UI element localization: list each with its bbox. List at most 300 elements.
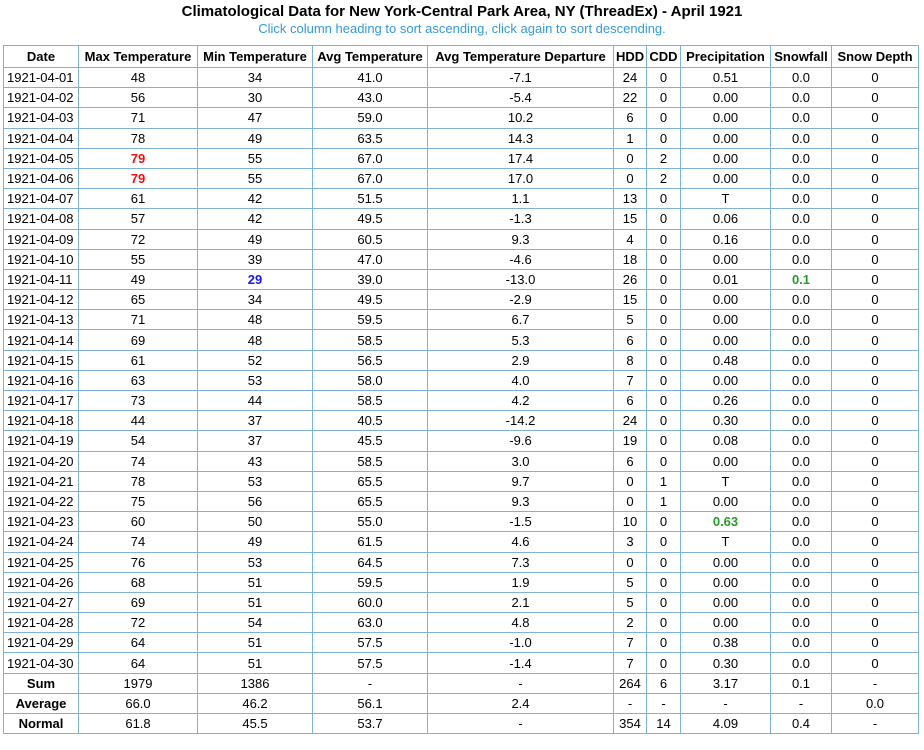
cell-hdd: 0 bbox=[614, 552, 647, 572]
table-row bbox=[4, 613, 919, 633]
cell-snowfall: 0.0 bbox=[771, 249, 832, 269]
cell-avg-temperature: 58.0 bbox=[313, 370, 428, 390]
cell-date: 1921-04-02 bbox=[4, 88, 79, 108]
cell-date: 1921-04-11 bbox=[4, 269, 79, 289]
cell-avg-temperature: 47.0 bbox=[313, 249, 428, 269]
column-header-snowfall[interactable]: Snowfall bbox=[771, 46, 832, 68]
cell-date: 1921-04-20 bbox=[4, 451, 79, 471]
cell-snow-depth: 0 bbox=[832, 592, 919, 612]
cell-min-temperature: 52 bbox=[198, 350, 313, 370]
table-row bbox=[4, 310, 919, 330]
cell-snowfall: 0.0 bbox=[771, 189, 832, 209]
cell-date: 1921-04-04 bbox=[4, 128, 79, 148]
cell-avg-temperature-departure: 14.3 bbox=[428, 128, 614, 148]
summary-cell-avg-temperature: 53.7 bbox=[313, 714, 428, 734]
cell-snowfall: 0.0 bbox=[771, 552, 832, 572]
cell-min-temperature: 55 bbox=[198, 168, 313, 188]
cell-date: 1921-04-23 bbox=[4, 512, 79, 532]
cell-cdd: 0 bbox=[647, 229, 681, 249]
cell-max-temperature: 71 bbox=[79, 310, 198, 330]
cell-date: 1921-04-06 bbox=[4, 168, 79, 188]
cell-hdd: 6 bbox=[614, 330, 647, 350]
cell-snow-depth: 0 bbox=[832, 189, 919, 209]
summary-cell-avg-temperature-departure: 2.4 bbox=[428, 693, 614, 713]
cell-avg-temperature: 58.5 bbox=[313, 330, 428, 350]
cell-cdd: 1 bbox=[647, 491, 681, 511]
cell-min-temperature: 51 bbox=[198, 592, 313, 612]
summary-cell-avg-temperature-departure: - bbox=[428, 714, 614, 734]
cell-avg-temperature-departure: -13.0 bbox=[428, 269, 614, 289]
cell-date: 1921-04-12 bbox=[4, 290, 79, 310]
cell-snowfall: 0.0 bbox=[771, 330, 832, 350]
cell-date: 1921-04-01 bbox=[4, 68, 79, 88]
cell-max-temperature: 74 bbox=[79, 451, 198, 471]
cell-snowfall: 0.0 bbox=[771, 411, 832, 431]
cell-avg-temperature: 49.5 bbox=[313, 209, 428, 229]
cell-cdd: 0 bbox=[647, 330, 681, 350]
cell-cdd: 0 bbox=[647, 391, 681, 411]
summary-row bbox=[4, 693, 919, 713]
cell-min-temperature: 49 bbox=[198, 229, 313, 249]
cell-avg-temperature: 58.5 bbox=[313, 391, 428, 411]
cell-avg-temperature: 60.0 bbox=[313, 592, 428, 612]
summary-cell-avg-temperature: - bbox=[313, 673, 428, 693]
cell-avg-temperature: 41.0 bbox=[313, 68, 428, 88]
cell-min-temperature: 51 bbox=[198, 572, 313, 592]
cell-hdd: 7 bbox=[614, 653, 647, 673]
cell-max-temperature: 64 bbox=[79, 633, 198, 653]
cell-snow-depth: 0 bbox=[832, 229, 919, 249]
summary-cell-hdd: - bbox=[614, 693, 647, 713]
cell-precipitation: T bbox=[681, 532, 771, 552]
cell-precipitation: 0.00 bbox=[681, 552, 771, 572]
cell-max-temperature: 73 bbox=[79, 391, 198, 411]
cell-snowfall: 0.1 bbox=[771, 269, 832, 289]
cell-precipitation: 0.00 bbox=[681, 128, 771, 148]
cell-avg-temperature: 57.5 bbox=[313, 633, 428, 653]
cell-precipitation: 0.00 bbox=[681, 249, 771, 269]
cell-cdd: 0 bbox=[647, 290, 681, 310]
table-row bbox=[4, 431, 919, 451]
cell-snowfall: 0.0 bbox=[771, 572, 832, 592]
cell-hdd: 3 bbox=[614, 532, 647, 552]
summary-cell-snowfall: 0.1 bbox=[771, 673, 832, 693]
summary-cell-hdd: 354 bbox=[614, 714, 647, 734]
cell-precipitation: 0.30 bbox=[681, 411, 771, 431]
cell-max-temperature: 79 bbox=[79, 168, 198, 188]
summary-cell-snowfall: - bbox=[771, 693, 832, 713]
column-header-hdd[interactable]: HDD bbox=[614, 46, 647, 68]
cell-snow-depth: 0 bbox=[832, 168, 919, 188]
cell-avg-temperature-departure: -1.3 bbox=[428, 209, 614, 229]
cell-precipitation: T bbox=[681, 471, 771, 491]
table-row bbox=[4, 229, 919, 249]
cell-snow-depth: 0 bbox=[832, 552, 919, 572]
summary-cell-snow-depth: - bbox=[832, 714, 919, 734]
cell-max-temperature: 56 bbox=[79, 88, 198, 108]
cell-date: 1921-04-03 bbox=[4, 108, 79, 128]
summary-cell-max-temperature: 66.0 bbox=[79, 693, 198, 713]
table-row bbox=[4, 148, 919, 168]
cell-min-temperature: 34 bbox=[198, 290, 313, 310]
cell-snow-depth: 0 bbox=[832, 512, 919, 532]
cell-precipitation: 0.00 bbox=[681, 290, 771, 310]
cell-min-temperature: 53 bbox=[198, 471, 313, 491]
cell-hdd: 15 bbox=[614, 290, 647, 310]
cell-avg-temperature-departure: 1.1 bbox=[428, 189, 614, 209]
cell-snowfall: 0.0 bbox=[771, 592, 832, 612]
cell-precipitation: 0.00 bbox=[681, 613, 771, 633]
table-row bbox=[4, 370, 919, 390]
cell-snow-depth: 0 bbox=[832, 532, 919, 552]
table-row bbox=[4, 168, 919, 188]
summary-row bbox=[4, 673, 919, 693]
cell-avg-temperature-departure: 7.3 bbox=[428, 552, 614, 572]
cell-date: 1921-04-09 bbox=[4, 229, 79, 249]
cell-avg-temperature-departure: -14.2 bbox=[428, 411, 614, 431]
cell-min-temperature: 51 bbox=[198, 633, 313, 653]
cell-min-temperature: 49 bbox=[198, 128, 313, 148]
cell-cdd: 2 bbox=[647, 148, 681, 168]
summary-cell-precipitation: 4.09 bbox=[681, 714, 771, 734]
table-row bbox=[4, 350, 919, 370]
cell-cdd: 0 bbox=[647, 269, 681, 289]
cell-max-temperature: 44 bbox=[79, 411, 198, 431]
cell-avg-temperature-departure: 3.0 bbox=[428, 451, 614, 471]
cell-avg-temperature: 65.5 bbox=[313, 491, 428, 511]
cell-avg-temperature-departure: 17.0 bbox=[428, 168, 614, 188]
cell-snowfall: 0.0 bbox=[771, 471, 832, 491]
cell-avg-temperature: 63.0 bbox=[313, 613, 428, 633]
cell-avg-temperature: 67.0 bbox=[313, 168, 428, 188]
cell-precipitation: 0.16 bbox=[681, 229, 771, 249]
cell-date: 1921-04-28 bbox=[4, 613, 79, 633]
cell-snowfall: 0.0 bbox=[771, 491, 832, 511]
cell-avg-temperature: 51.5 bbox=[313, 189, 428, 209]
cell-avg-temperature: 67.0 bbox=[313, 148, 428, 168]
cell-max-temperature: 75 bbox=[79, 491, 198, 511]
column-header-max-temperature[interactable]: Max Temperature bbox=[79, 46, 198, 68]
cell-min-temperature: 53 bbox=[198, 552, 313, 572]
cell-snow-depth: 0 bbox=[832, 269, 919, 289]
cell-snowfall: 0.0 bbox=[771, 290, 832, 310]
cell-cdd: 0 bbox=[647, 249, 681, 269]
cell-date: 1921-04-27 bbox=[4, 592, 79, 612]
cell-cdd: 0 bbox=[647, 572, 681, 592]
cell-avg-temperature-departure: -7.1 bbox=[428, 68, 614, 88]
cell-avg-temperature-departure: 10.2 bbox=[428, 108, 614, 128]
table-row bbox=[4, 88, 919, 108]
cell-avg-temperature-departure: -1.0 bbox=[428, 633, 614, 653]
table-row bbox=[4, 532, 919, 552]
cell-precipitation: 0.51 bbox=[681, 68, 771, 88]
cell-max-temperature: 49 bbox=[79, 269, 198, 289]
cell-snow-depth: 0 bbox=[832, 653, 919, 673]
cell-hdd: 5 bbox=[614, 310, 647, 330]
cell-avg-temperature: 64.5 bbox=[313, 552, 428, 572]
cell-snow-depth: 0 bbox=[832, 370, 919, 390]
cell-avg-temperature: 43.0 bbox=[313, 88, 428, 108]
cell-precipitation: 0.63 bbox=[681, 512, 771, 532]
cell-snow-depth: 0 bbox=[832, 451, 919, 471]
cell-min-temperature: 42 bbox=[198, 189, 313, 209]
cell-avg-temperature: 59.5 bbox=[313, 310, 428, 330]
summary-cell-max-temperature: 1979 bbox=[79, 673, 198, 693]
cell-precipitation: 0.01 bbox=[681, 269, 771, 289]
cell-avg-temperature-departure: 5.3 bbox=[428, 330, 614, 350]
cell-hdd: 1 bbox=[614, 128, 647, 148]
cell-precipitation: 0.08 bbox=[681, 431, 771, 451]
cell-min-temperature: 44 bbox=[198, 391, 313, 411]
cell-max-temperature: 61 bbox=[79, 189, 198, 209]
cell-avg-temperature-departure: 4.2 bbox=[428, 391, 614, 411]
cell-min-temperature: 54 bbox=[198, 613, 313, 633]
cell-snowfall: 0.0 bbox=[771, 653, 832, 673]
cell-snowfall: 0.0 bbox=[771, 512, 832, 532]
cell-precipitation: 0.00 bbox=[681, 108, 771, 128]
column-header-cdd[interactable]: CDD bbox=[647, 46, 681, 68]
cell-max-temperature: 68 bbox=[79, 572, 198, 592]
cell-avg-temperature: 45.5 bbox=[313, 431, 428, 451]
cell-max-temperature: 72 bbox=[79, 613, 198, 633]
cell-cdd: 0 bbox=[647, 592, 681, 612]
table-row bbox=[4, 633, 919, 653]
table-summary bbox=[4, 673, 919, 734]
table-row bbox=[4, 592, 919, 612]
cell-cdd: 0 bbox=[647, 370, 681, 390]
cell-hdd: 15 bbox=[614, 209, 647, 229]
cell-hdd: 6 bbox=[614, 451, 647, 471]
cell-precipitation: 0.00 bbox=[681, 491, 771, 511]
table-row bbox=[4, 512, 919, 532]
cell-avg-temperature-departure: 4.6 bbox=[428, 532, 614, 552]
cell-precipitation: 0.30 bbox=[681, 653, 771, 673]
cell-avg-temperature: 63.5 bbox=[313, 128, 428, 148]
table-row bbox=[4, 209, 919, 229]
cell-cdd: 0 bbox=[647, 350, 681, 370]
summary-cell-avg-temperature: 56.1 bbox=[313, 693, 428, 713]
cell-hdd: 24 bbox=[614, 68, 647, 88]
cell-date: 1921-04-16 bbox=[4, 370, 79, 390]
cell-avg-temperature-departure: 9.3 bbox=[428, 491, 614, 511]
summary-cell-max-temperature: 61.8 bbox=[79, 714, 198, 734]
cell-max-temperature: 78 bbox=[79, 128, 198, 148]
cell-hdd: 19 bbox=[614, 431, 647, 451]
cell-hdd: 6 bbox=[614, 108, 647, 128]
cell-hdd: 0 bbox=[614, 471, 647, 491]
cell-precipitation: 0.26 bbox=[681, 391, 771, 411]
cell-avg-temperature: 39.0 bbox=[313, 269, 428, 289]
cell-hdd: 0 bbox=[614, 148, 647, 168]
column-header-date[interactable]: Date bbox=[4, 46, 79, 68]
cell-avg-temperature: 57.5 bbox=[313, 653, 428, 673]
cell-min-temperature: 42 bbox=[198, 209, 313, 229]
cell-precipitation: T bbox=[681, 189, 771, 209]
cell-snow-depth: 0 bbox=[832, 128, 919, 148]
cell-snow-depth: 0 bbox=[832, 310, 919, 330]
cell-hdd: 7 bbox=[614, 633, 647, 653]
cell-cdd: 0 bbox=[647, 189, 681, 209]
cell-date: 1921-04-17 bbox=[4, 391, 79, 411]
summary-cell-snow-depth: - bbox=[832, 673, 919, 693]
cell-snowfall: 0.0 bbox=[771, 229, 832, 249]
table-row bbox=[4, 108, 919, 128]
table-row bbox=[4, 411, 919, 431]
cell-avg-temperature-departure: 17.4 bbox=[428, 148, 614, 168]
cell-snowfall: 0.0 bbox=[771, 391, 832, 411]
column-header-avg-temperature-departure[interactable]: Avg Temperature Departure bbox=[428, 46, 614, 68]
cell-min-temperature: 37 bbox=[198, 411, 313, 431]
summary-cell-min-temperature: 46.2 bbox=[198, 693, 313, 713]
table-row bbox=[4, 491, 919, 511]
cell-avg-temperature-departure: 9.7 bbox=[428, 471, 614, 491]
cell-snow-depth: 0 bbox=[832, 88, 919, 108]
summary-cell-min-temperature: 45.5 bbox=[198, 714, 313, 734]
cell-snowfall: 0.0 bbox=[771, 88, 832, 108]
cell-max-temperature: 71 bbox=[79, 108, 198, 128]
cell-min-temperature: 50 bbox=[198, 512, 313, 532]
cell-min-temperature: 48 bbox=[198, 310, 313, 330]
cell-snow-depth: 0 bbox=[832, 471, 919, 491]
summary-label: Sum bbox=[4, 673, 79, 693]
cell-avg-temperature-departure: -5.4 bbox=[428, 88, 614, 108]
cell-date: 1921-04-15 bbox=[4, 350, 79, 370]
cell-hdd: 8 bbox=[614, 350, 647, 370]
cell-max-temperature: 65 bbox=[79, 290, 198, 310]
cell-avg-temperature-departure: 6.7 bbox=[428, 310, 614, 330]
cell-avg-temperature-departure: 4.0 bbox=[428, 370, 614, 390]
cell-date: 1921-04-18 bbox=[4, 411, 79, 431]
cell-precipitation: 0.00 bbox=[681, 370, 771, 390]
cell-max-temperature: 57 bbox=[79, 209, 198, 229]
cell-precipitation: 0.38 bbox=[681, 633, 771, 653]
cell-cdd: 0 bbox=[647, 552, 681, 572]
cell-max-temperature: 76 bbox=[79, 552, 198, 572]
cell-date: 1921-04-25 bbox=[4, 552, 79, 572]
cell-hdd: 5 bbox=[614, 572, 647, 592]
cell-date: 1921-04-22 bbox=[4, 491, 79, 511]
cell-avg-temperature: 55.0 bbox=[313, 512, 428, 532]
summary-cell-snow-depth: 0.0 bbox=[832, 693, 919, 713]
cell-cdd: 0 bbox=[647, 512, 681, 532]
cell-precipitation: 0.00 bbox=[681, 330, 771, 350]
table-row bbox=[4, 68, 919, 88]
cell-snow-depth: 0 bbox=[832, 411, 919, 431]
cell-avg-temperature: 60.5 bbox=[313, 229, 428, 249]
cell-avg-temperature: 56.5 bbox=[313, 350, 428, 370]
cell-snow-depth: 0 bbox=[832, 209, 919, 229]
summary-cell-avg-temperature-departure: - bbox=[428, 673, 614, 693]
table-row bbox=[4, 391, 919, 411]
column-header-min-temperature[interactable]: Min Temperature bbox=[198, 46, 313, 68]
cell-snow-depth: 0 bbox=[832, 290, 919, 310]
cell-date: 1921-04-30 bbox=[4, 653, 79, 673]
column-header-snow-depth[interactable]: Snow Depth bbox=[832, 46, 919, 68]
cell-min-temperature: 55 bbox=[198, 148, 313, 168]
cell-avg-temperature: 65.5 bbox=[313, 471, 428, 491]
cell-min-temperature: 34 bbox=[198, 68, 313, 88]
cell-min-temperature: 39 bbox=[198, 249, 313, 269]
column-header-precipitation[interactable]: Precipitation bbox=[681, 46, 771, 68]
cell-max-temperature: 74 bbox=[79, 532, 198, 552]
summary-cell-precipitation: - bbox=[681, 693, 771, 713]
cell-snowfall: 0.0 bbox=[771, 68, 832, 88]
table-row bbox=[4, 290, 919, 310]
cell-snow-depth: 0 bbox=[832, 249, 919, 269]
summary-cell-cdd: 6 bbox=[647, 673, 681, 693]
summary-cell-precipitation: 3.17 bbox=[681, 673, 771, 693]
cell-cdd: 0 bbox=[647, 451, 681, 471]
cell-avg-temperature-departure: 9.3 bbox=[428, 229, 614, 249]
cell-max-temperature: 48 bbox=[79, 68, 198, 88]
summary-cell-cdd: - bbox=[647, 693, 681, 713]
cell-snow-depth: 0 bbox=[832, 350, 919, 370]
cell-cdd: 0 bbox=[647, 310, 681, 330]
cell-cdd: 0 bbox=[647, 411, 681, 431]
cell-min-temperature: 30 bbox=[198, 88, 313, 108]
cell-date: 1921-04-21 bbox=[4, 471, 79, 491]
table-row bbox=[4, 330, 919, 350]
cell-max-temperature: 63 bbox=[79, 370, 198, 390]
cell-avg-temperature-departure: 2.9 bbox=[428, 350, 614, 370]
table-row bbox=[4, 269, 919, 289]
cell-snowfall: 0.0 bbox=[771, 350, 832, 370]
cell-hdd: 22 bbox=[614, 88, 647, 108]
cell-cdd: 0 bbox=[647, 653, 681, 673]
cell-hdd: 0 bbox=[614, 491, 647, 511]
cell-date: 1921-04-24 bbox=[4, 532, 79, 552]
summary-label: Average bbox=[4, 693, 79, 713]
cell-precipitation: 0.00 bbox=[681, 88, 771, 108]
cell-hdd: 26 bbox=[614, 269, 647, 289]
cell-min-temperature: 47 bbox=[198, 108, 313, 128]
table-row bbox=[4, 128, 919, 148]
cell-min-temperature: 53 bbox=[198, 370, 313, 390]
cell-cdd: 0 bbox=[647, 431, 681, 451]
cell-hdd: 4 bbox=[614, 229, 647, 249]
cell-hdd: 0 bbox=[614, 168, 647, 188]
cell-precipitation: 0.48 bbox=[681, 350, 771, 370]
cell-hdd: 10 bbox=[614, 512, 647, 532]
cell-cdd: 0 bbox=[647, 209, 681, 229]
column-header-avg-temperature[interactable]: Avg Temperature bbox=[313, 46, 428, 68]
cell-snowfall: 0.0 bbox=[771, 451, 832, 471]
cell-min-temperature: 49 bbox=[198, 532, 313, 552]
cell-snowfall: 0.0 bbox=[771, 310, 832, 330]
cell-max-temperature: 61 bbox=[79, 350, 198, 370]
cell-snow-depth: 0 bbox=[832, 633, 919, 653]
table-row bbox=[4, 249, 919, 269]
cell-snowfall: 0.0 bbox=[771, 613, 832, 633]
cell-snow-depth: 0 bbox=[832, 491, 919, 511]
cell-cdd: 0 bbox=[647, 613, 681, 633]
cell-cdd: 0 bbox=[647, 68, 681, 88]
cell-date: 1921-04-13 bbox=[4, 310, 79, 330]
cell-date: 1921-04-07 bbox=[4, 189, 79, 209]
cell-precipitation: 0.00 bbox=[681, 168, 771, 188]
cell-max-temperature: 69 bbox=[79, 330, 198, 350]
cell-snow-depth: 0 bbox=[832, 330, 919, 350]
cell-date: 1921-04-10 bbox=[4, 249, 79, 269]
cell-max-temperature: 78 bbox=[79, 471, 198, 491]
cell-avg-temperature: 49.5 bbox=[313, 290, 428, 310]
header bbox=[0, 0, 924, 37]
cell-hdd: 6 bbox=[614, 391, 647, 411]
cell-snowfall: 0.0 bbox=[771, 370, 832, 390]
cell-snow-depth: 0 bbox=[832, 148, 919, 168]
cell-avg-temperature-departure: 1.9 bbox=[428, 572, 614, 592]
cell-min-temperature: 56 bbox=[198, 491, 313, 511]
